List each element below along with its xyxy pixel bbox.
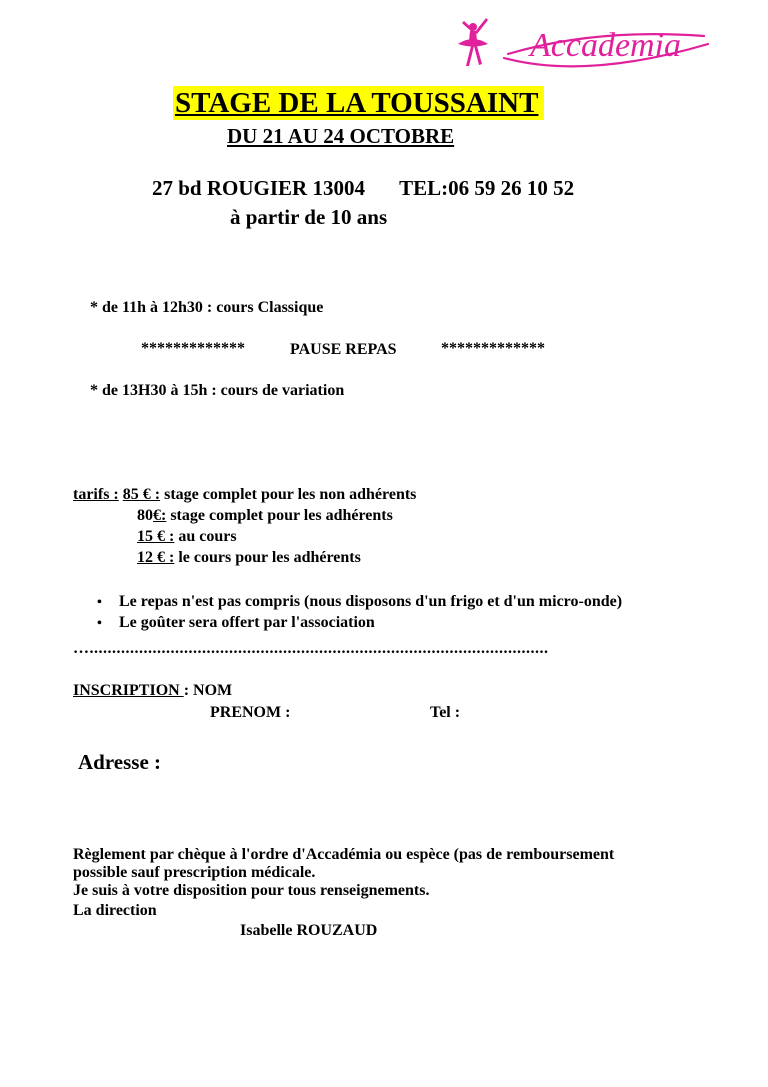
stage-dates: DU 21 AU 24 OCTOBRE [227, 124, 455, 148]
tarif-row-3 [137, 528, 237, 546]
stage-address: 27 bd ROUGIER 13004 [152, 176, 365, 200]
break-stars-left: ************* [141, 340, 245, 357]
break-stars-right: ************* [441, 340, 545, 357]
accademia-logo [446, 14, 716, 82]
stage-address-line [152, 176, 574, 201]
svg-text:Accademia: Accademia [530, 27, 682, 64]
footer-line: Règlement par chèque à l'ordre d'Accadémia ou espèce (pas de remboursement [73, 846, 615, 863]
tarif-price: 85 € [122, 486, 151, 503]
schedule-afternoon: * de 13H30 à 15h : cours de variation [90, 382, 345, 399]
tarif-row-2 [137, 507, 393, 525]
footer-line: possible sauf prescription médicale. [73, 864, 316, 881]
tarif-row-1 [73, 486, 416, 504]
adresse-label: Adresse : [78, 750, 162, 774]
break-label: PAUSE REPAS [290, 341, 397, 358]
tarif-sep: : [165, 528, 175, 545]
nom-label: : NOM [183, 682, 233, 699]
signature: Isabelle ROUZAUD [240, 922, 378, 939]
tarif-desc: stage complet pour les non adhérents [160, 486, 417, 503]
tarif-desc: le cours pour les adhérents [174, 549, 361, 566]
tarif-sep: : [165, 549, 175, 566]
footer-line: La direction [73, 902, 157, 919]
tarif-price: 80 [137, 507, 153, 524]
inscription-line [73, 682, 232, 700]
page-title: STAGE DE LA TOUSSAINT [173, 86, 544, 120]
tarif-desc: au cours [174, 528, 237, 545]
inscription-label: INSCRIPTION [73, 682, 184, 699]
tarif-desc: stage complet pour les adhérents [166, 507, 393, 524]
note-item: Le goûter sera offert par l'association [119, 614, 375, 631]
note-item: Le repas n'est pas compris (nous disposons d'un frigo et d'un micro-onde) [119, 593, 623, 610]
ballerina-icon [446, 14, 716, 82]
tarif-price: 12 € [137, 549, 165, 566]
tarif-row-4 [137, 549, 361, 567]
tarif-price: 15 € [137, 528, 165, 545]
tel-label: Tel : [430, 704, 461, 721]
dotted-separator: …...................................................................................................... [73, 640, 549, 657]
tarif-sep: : [150, 486, 161, 503]
prenom-label: PRENOM : [210, 704, 291, 721]
stage-age: à partir de 10 ans [230, 205, 388, 229]
tarif-sep: €: [153, 507, 167, 524]
tarifs-label: tarifs : [73, 486, 119, 503]
footer-line: Je suis à votre disposition pour tous renseignements. [73, 882, 430, 899]
bullet-icon: • [97, 616, 102, 631]
schedule-morning: * de 11h à 12h30 : cours Classique [90, 299, 324, 316]
bullet-icon: • [97, 595, 102, 610]
stage-phone: TEL:06 59 26 10 52 [399, 176, 575, 200]
